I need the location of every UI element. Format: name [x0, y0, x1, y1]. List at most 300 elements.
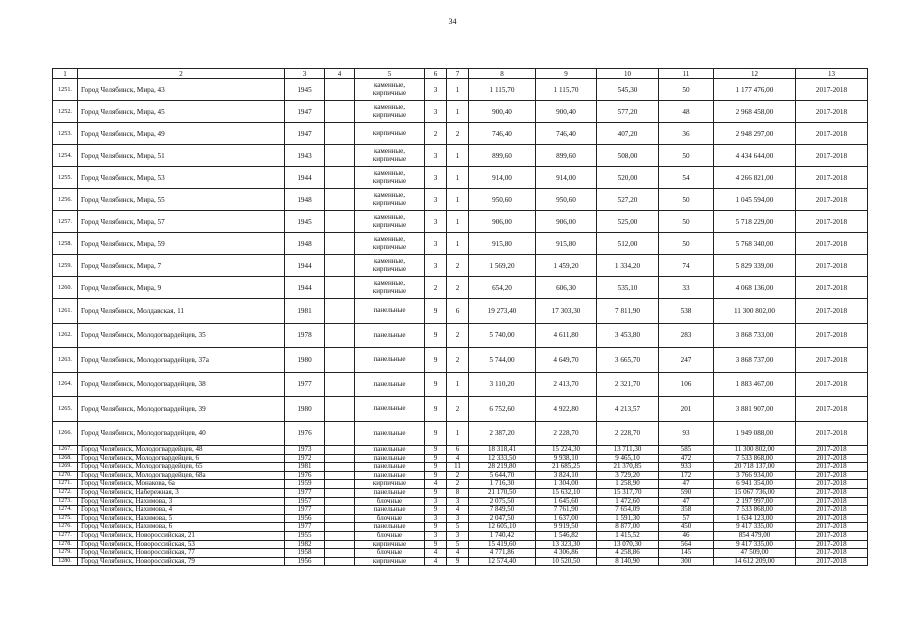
residential-area-cell: 4 213,57: [597, 397, 659, 422]
residential-area-cell: 3 665,70: [597, 348, 659, 373]
year-cell: 1977: [285, 506, 325, 515]
entrances-cell: 2: [447, 277, 469, 299]
period-cell: 2017-2018: [796, 506, 868, 515]
year-cell: 1981: [285, 463, 325, 472]
entrances-cell: 3: [447, 531, 469, 540]
residential-area-cell: 2 228,70: [597, 421, 659, 446]
residential-area-cell: 13 711,30: [597, 446, 659, 455]
residential-area-cell: 7 811,90: [597, 299, 659, 324]
living-area-cell: 21 685,25: [536, 463, 597, 472]
residential-area-cell: 577,20: [597, 101, 659, 123]
table-row: [53, 255, 868, 277]
year-cell: 1947: [285, 101, 325, 123]
year-cell: 1945: [285, 79, 325, 101]
row-number: 1278.: [53, 540, 78, 549]
total-area-cell: 899,60: [469, 145, 536, 167]
row-number: 1260.: [53, 277, 78, 299]
year-cell: 1958: [285, 549, 325, 558]
row-number: 1274.: [53, 506, 78, 515]
cost-cell: 47 509,00: [714, 549, 796, 558]
row-number: 1252.: [53, 101, 78, 123]
living-area-cell: 2 413,70: [536, 372, 597, 397]
floors-cell: 9: [425, 299, 447, 324]
residential-area-cell: 8 877,00: [597, 523, 659, 532]
wall-material-cell: блочные: [355, 514, 425, 523]
cost-cell: 5 829 339,00: [714, 255, 796, 277]
living-area-cell: 900,40: [536, 101, 597, 123]
year-cell: 1982: [285, 540, 325, 549]
address-cell: Город Челябинск, Новороссийская, 53: [78, 540, 285, 549]
cost-cell: 3 766 934,00: [714, 471, 796, 480]
total-area-cell: 2 047,50: [469, 514, 536, 523]
empty-cell: [325, 123, 355, 145]
empty-cell: [325, 421, 355, 446]
cost-cell: 20 718 137,00: [714, 463, 796, 472]
residents-cell: 50: [659, 233, 714, 255]
year-cell: 1977: [285, 523, 325, 532]
empty-cell: [325, 463, 355, 472]
cost-cell: 1 045 594,00: [714, 189, 796, 211]
table-row: [53, 506, 868, 515]
row-number: 1255.: [53, 167, 78, 189]
address-cell: Город Челябинск, Молодогвардейцев, 39: [78, 397, 285, 422]
row-number: 1268.: [53, 454, 78, 463]
empty-cell: [325, 397, 355, 422]
residential-area-cell: 545,30: [597, 79, 659, 101]
empty-cell: [325, 211, 355, 233]
cost-cell: 15 067 736,00: [714, 488, 796, 497]
empty-cell: [325, 540, 355, 549]
floors-cell: 4: [425, 549, 447, 558]
entrances-cell: 2: [447, 397, 469, 422]
floors-cell: 9: [425, 421, 447, 446]
period-cell: 2017-2018: [796, 323, 868, 348]
empty-cell: [325, 488, 355, 497]
row-number: 1254.: [53, 145, 78, 167]
year-cell: 1981: [285, 299, 325, 324]
residents-cell: 33: [659, 277, 714, 299]
address-cell: Город Челябинск, Нахимова, 4: [78, 506, 285, 515]
floors-cell: 3: [425, 167, 447, 189]
year-cell: 1973: [285, 446, 325, 455]
living-area-cell: 4 611,80: [536, 323, 597, 348]
living-area-cell: 17 303,30: [536, 299, 597, 324]
year-cell: 1957: [285, 497, 325, 506]
cost-cell: 1 634 123,00: [714, 514, 796, 523]
col-header: 5: [355, 69, 425, 79]
table-row: [53, 348, 868, 373]
period-cell: 2017-2018: [796, 348, 868, 373]
cost-cell: 3 868 737,00: [714, 348, 796, 373]
residents-cell: 46: [659, 531, 714, 540]
residents-cell: 50: [659, 145, 714, 167]
empty-cell: [325, 480, 355, 489]
row-number: 1270.: [53, 471, 78, 480]
wall-material-cell: панельные: [355, 323, 425, 348]
row-number: 1279.: [53, 549, 78, 558]
total-area-cell: 914,00: [469, 167, 536, 189]
living-area-cell: 906,00: [536, 211, 597, 233]
total-area-cell: 746,40: [469, 123, 536, 145]
address-cell: Город Челябинск, Молодогвардейцев, 6: [78, 454, 285, 463]
residents-cell: 538: [659, 299, 714, 324]
floors-cell: 3: [425, 101, 447, 123]
total-area-cell: 12 574,40: [469, 557, 536, 566]
total-area-cell: 5 644,70: [469, 471, 536, 480]
entrances-cell: 4: [447, 549, 469, 558]
address-cell: Город Челябинск, Новороссийская, 79: [78, 557, 285, 566]
total-area-cell: 5 740,00: [469, 323, 536, 348]
cost-cell: 7 533 868,00: [714, 506, 796, 515]
residents-cell: 590: [659, 488, 714, 497]
wall-material-cell: каменные, кирпичные: [355, 189, 425, 211]
row-number: 1261.: [53, 299, 78, 324]
empty-cell: [325, 557, 355, 566]
entrances-cell: 1: [447, 101, 469, 123]
year-cell: 1978: [285, 323, 325, 348]
residential-area-cell: 2 321,70: [597, 372, 659, 397]
address-cell: Город Челябинск, Молодогвардейцев, 37а: [78, 348, 285, 373]
wall-material-cell: каменные, кирпичные: [355, 255, 425, 277]
wall-material-cell: панельные: [355, 421, 425, 446]
entrances-cell: 1: [447, 145, 469, 167]
living-area-cell: 1 637,00: [536, 514, 597, 523]
living-area-cell: 4 306,86: [536, 549, 597, 558]
cost-cell: 6 941 354,00: [714, 480, 796, 489]
address-cell: Город Челябинск, Набережная, 3: [78, 488, 285, 497]
wall-material-cell: блочные: [355, 549, 425, 558]
period-cell: 2017-2018: [796, 549, 868, 558]
year-cell: 1959: [285, 480, 325, 489]
period-cell: 2017-2018: [796, 233, 868, 255]
table-row: [53, 211, 868, 233]
period-cell: 2017-2018: [796, 557, 868, 566]
residential-area-cell: 525,00: [597, 211, 659, 233]
wall-material-cell: кирпичные: [355, 557, 425, 566]
total-area-cell: 28 219,80: [469, 463, 536, 472]
residents-cell: 50: [659, 79, 714, 101]
living-area-cell: 1 459,20: [536, 255, 597, 277]
total-area-cell: 19 273,40: [469, 299, 536, 324]
cost-cell: 11 300 802,00: [714, 299, 796, 324]
year-cell: 1976: [285, 421, 325, 446]
total-area-cell: 1 569,20: [469, 255, 536, 277]
residential-area-cell: 535,10: [597, 277, 659, 299]
row-number: 1253.: [53, 123, 78, 145]
cost-cell: 2 948 297,00: [714, 123, 796, 145]
period-cell: 2017-2018: [796, 488, 868, 497]
residents-cell: 201: [659, 397, 714, 422]
living-area-cell: 2 228,70: [536, 421, 597, 446]
empty-cell: [325, 523, 355, 532]
floors-cell: 9: [425, 540, 447, 549]
total-area-cell: 915,80: [469, 233, 536, 255]
residents-cell: 47: [659, 480, 714, 489]
period-cell: 2017-2018: [796, 540, 868, 549]
entrances-cell: 5: [447, 523, 469, 532]
table-row: [53, 497, 868, 506]
year-cell: 1947: [285, 123, 325, 145]
living-area-cell: 9 938,10: [536, 454, 597, 463]
living-area-cell: 3 824,10: [536, 471, 597, 480]
wall-material-cell: каменные, кирпичные: [355, 101, 425, 123]
total-area-cell: 21 170,50: [469, 488, 536, 497]
floors-cell: 9: [425, 463, 447, 472]
total-area-cell: 900,40: [469, 101, 536, 123]
housing-register-table: [52, 68, 867, 566]
total-area-cell: 18 318,41: [469, 446, 536, 455]
row-number: 1272.: [53, 488, 78, 497]
wall-material-cell: панельные: [355, 397, 425, 422]
cost-cell: 3 881 907,00: [714, 397, 796, 422]
address-cell: Город Челябинск, Монакова, 6а: [78, 480, 285, 489]
residents-cell: 50: [659, 211, 714, 233]
entrances-cell: 2: [447, 471, 469, 480]
col-header: 8: [469, 69, 536, 79]
wall-material-cell: кирпичные: [355, 540, 425, 549]
residential-area-cell: 15 317,70: [597, 488, 659, 497]
period-cell: 2017-2018: [796, 454, 868, 463]
floors-cell: 3: [425, 255, 447, 277]
empty-cell: [325, 506, 355, 515]
empty-cell: [325, 167, 355, 189]
row-number: 1269.: [53, 463, 78, 472]
entrances-cell: 1: [447, 233, 469, 255]
residents-cell: 48: [659, 101, 714, 123]
total-area-cell: 3 110,20: [469, 372, 536, 397]
living-area-cell: 7 761,90: [536, 506, 597, 515]
table-row: [53, 101, 868, 123]
residential-area-cell: 1 591,30: [597, 514, 659, 523]
table-row: [53, 145, 868, 167]
period-cell: 2017-2018: [796, 79, 868, 101]
residential-area-cell: 13 070,30: [597, 540, 659, 549]
residential-area-cell: 1 415,52: [597, 531, 659, 540]
row-number: 1264.: [53, 372, 78, 397]
cost-cell: 2 197 997,00: [714, 497, 796, 506]
cost-cell: 9 417 335,00: [714, 523, 796, 532]
entrances-cell: 1: [447, 79, 469, 101]
residents-cell: 450: [659, 523, 714, 532]
empty-cell: [325, 101, 355, 123]
empty-cell: [325, 79, 355, 101]
period-cell: 2017-2018: [796, 101, 868, 123]
total-area-cell: 654,20: [469, 277, 536, 299]
entrances-cell: 1: [447, 211, 469, 233]
period-cell: 2017-2018: [796, 497, 868, 506]
year-cell: 1976: [285, 471, 325, 480]
col-header: 10: [597, 69, 659, 79]
living-area-cell: 10 520,50: [536, 557, 597, 566]
row-number: 1276.: [53, 523, 78, 532]
entrances-cell: 3: [447, 497, 469, 506]
address-cell: Город Челябинск, Молодогвардейцев, 38: [78, 372, 285, 397]
col-header: 7: [447, 69, 469, 79]
total-area-cell: 1 740,42: [469, 531, 536, 540]
residential-area-cell: 8 140,90: [597, 557, 659, 566]
residents-cell: 247: [659, 348, 714, 373]
entrances-cell: 1: [447, 372, 469, 397]
address-cell: Город Челябинск, Молодогвардейцев, 35: [78, 323, 285, 348]
address-cell: Город Челябинск, Нахимова, 6: [78, 523, 285, 532]
empty-cell: [325, 145, 355, 167]
residents-cell: 36: [659, 123, 714, 145]
cost-cell: 14 612 209,00: [714, 557, 796, 566]
floors-cell: 9: [425, 523, 447, 532]
period-cell: 2017-2018: [796, 514, 868, 523]
col-header: 13: [796, 69, 868, 79]
total-area-cell: 2 387,20: [469, 421, 536, 446]
table-row: [53, 523, 868, 532]
empty-cell: [325, 323, 355, 348]
address-cell: Город Челябинск, Молодогвардейцев, 68а: [78, 471, 285, 480]
table-row: [53, 540, 868, 549]
cost-cell: 3 868 733,00: [714, 323, 796, 348]
cost-cell: 4 434 644,00: [714, 145, 796, 167]
table-row: [53, 531, 868, 540]
floors-cell: 3: [425, 514, 447, 523]
period-cell: 2017-2018: [796, 463, 868, 472]
year-cell: 1977: [285, 372, 325, 397]
year-cell: 1944: [285, 255, 325, 277]
address-cell: Город Челябинск, Нахимова, 3: [78, 497, 285, 506]
row-number: 1258.: [53, 233, 78, 255]
wall-material-cell: панельные: [355, 454, 425, 463]
residential-area-cell: 7 654,09: [597, 506, 659, 515]
period-cell: 2017-2018: [796, 523, 868, 532]
table-row: [53, 488, 868, 497]
cost-cell: 2 968 458,00: [714, 101, 796, 123]
floors-cell: 3: [425, 211, 447, 233]
address-cell: Город Челябинск, Мира, 59: [78, 233, 285, 255]
table-row: [53, 372, 868, 397]
living-area-cell: 914,00: [536, 167, 597, 189]
row-number: 1265.: [53, 397, 78, 422]
residents-cell: 57: [659, 514, 714, 523]
residents-cell: 585: [659, 446, 714, 455]
wall-material-cell: каменные, кирпичные: [355, 145, 425, 167]
total-area-cell: 1 716,30: [469, 480, 536, 489]
year-cell: 1948: [285, 233, 325, 255]
residential-area-cell: 508,00: [597, 145, 659, 167]
cost-cell: 854 479,00: [714, 531, 796, 540]
living-area-cell: 950,60: [536, 189, 597, 211]
floors-cell: 9: [425, 506, 447, 515]
row-number: 1275.: [53, 514, 78, 523]
period-cell: 2017-2018: [796, 480, 868, 489]
year-cell: 1945: [285, 211, 325, 233]
residential-area-cell: 1 472,60: [597, 497, 659, 506]
residents-cell: 564: [659, 540, 714, 549]
row-number: 1277.: [53, 531, 78, 540]
residential-area-cell: 527,20: [597, 189, 659, 211]
col-header: 9: [536, 69, 597, 79]
year-cell: 1980: [285, 348, 325, 373]
table-row: [53, 557, 868, 566]
empty-cell: [325, 255, 355, 277]
col-header: 12: [714, 69, 796, 79]
entrances-cell: 9: [447, 557, 469, 566]
wall-material-cell: каменные, кирпичные: [355, 277, 425, 299]
wall-material-cell: панельные: [355, 446, 425, 455]
table-row: [53, 189, 868, 211]
year-cell: 1956: [285, 557, 325, 566]
cost-cell: 1 177 476,00: [714, 79, 796, 101]
table-row: [53, 471, 868, 480]
wall-material-cell: каменные, кирпичные: [355, 167, 425, 189]
period-cell: 2017-2018: [796, 255, 868, 277]
residential-area-cell: 520,00: [597, 167, 659, 189]
floors-cell: 4: [425, 480, 447, 489]
col-header: 3: [285, 69, 325, 79]
address-cell: Город Челябинск, Мира, 43: [78, 79, 285, 101]
address-cell: Город Челябинск, Мира, 51: [78, 145, 285, 167]
wall-material-cell: кирпичные: [355, 123, 425, 145]
living-area-cell: 746,40: [536, 123, 597, 145]
wall-material-cell: каменные, кирпичные: [355, 211, 425, 233]
address-cell: Город Челябинск, Мира, 55: [78, 189, 285, 211]
address-cell: Город Челябинск, Молодогвардейцев, 65: [78, 463, 285, 472]
living-area-cell: 15 632,10: [536, 488, 597, 497]
wall-material-cell: панельные: [355, 372, 425, 397]
living-area-cell: 1 115,70: [536, 79, 597, 101]
residential-area-cell: 512,00: [597, 233, 659, 255]
period-cell: 2017-2018: [796, 372, 868, 397]
period-cell: 2017-2018: [796, 531, 868, 540]
col-header: 4: [325, 69, 355, 79]
entrances-cell: 6: [447, 446, 469, 455]
empty-cell: [325, 454, 355, 463]
table-row: [53, 123, 868, 145]
table-row: [53, 463, 868, 472]
living-area-cell: 4 922,80: [536, 397, 597, 422]
address-cell: Город Челябинск, Мира, 53: [78, 167, 285, 189]
residents-cell: 106: [659, 372, 714, 397]
address-cell: Город Челябинск, Молодогвардейцев, 40: [78, 421, 285, 446]
entrances-cell: 11: [447, 463, 469, 472]
wall-material-cell: каменные, кирпичные: [355, 79, 425, 101]
address-cell: Город Челябинск, Мира, 9: [78, 277, 285, 299]
residents-cell: 172: [659, 471, 714, 480]
empty-cell: [325, 233, 355, 255]
wall-material-cell: блочные: [355, 497, 425, 506]
address-cell: Город Челябинск, Новороссийская, 21: [78, 531, 285, 540]
total-area-cell: 12 333,50: [469, 454, 536, 463]
period-cell: 2017-2018: [796, 145, 868, 167]
address-cell: Город Челябинск, Мира, 49: [78, 123, 285, 145]
living-area-cell: 1 645,60: [536, 497, 597, 506]
row-number: 1257.: [53, 211, 78, 233]
year-cell: 1943: [285, 145, 325, 167]
cost-cell: 11 300 802,00: [714, 446, 796, 455]
period-cell: 2017-2018: [796, 189, 868, 211]
entrances-cell: 2: [447, 323, 469, 348]
residents-cell: 74: [659, 255, 714, 277]
residential-area-cell: 4 258,86: [597, 549, 659, 558]
floors-cell: 3: [425, 233, 447, 255]
table-row: [53, 446, 868, 455]
table-row: [53, 167, 868, 189]
wall-material-cell: кирпичные: [355, 480, 425, 489]
empty-cell: [325, 189, 355, 211]
period-cell: 2017-2018: [796, 471, 868, 480]
table-row: [53, 480, 868, 489]
residential-area-cell: 3 453,80: [597, 323, 659, 348]
residents-cell: 283: [659, 323, 714, 348]
year-cell: 1972: [285, 454, 325, 463]
col-header: 1: [53, 69, 78, 79]
header-row: [53, 69, 868, 79]
